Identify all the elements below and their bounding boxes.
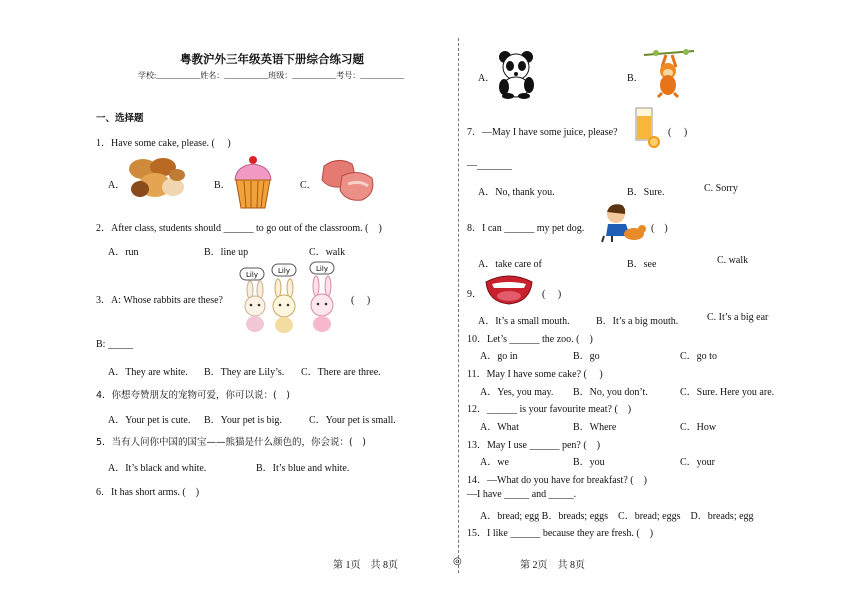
q2-option-b: B．line up <box>204 247 249 258</box>
q3-paren: ( ) <box>351 295 371 306</box>
q12-option-b: B．Where <box>573 422 617 433</box>
q4-option-c: C．Your pet is small. <box>309 415 396 426</box>
q15-stem: 15．I like ______ because they are fresh. ( ) <box>467 528 654 539</box>
rabbits-image <box>236 260 346 334</box>
q12-option-a: A．What <box>480 422 519 433</box>
q8-paren: ( ) <box>651 223 668 234</box>
q7-option-a: A．No, thank you. <box>478 187 555 198</box>
q10-option-b: B．go <box>573 351 600 362</box>
q11-option-a: A．Yes, you may. <box>480 387 554 398</box>
q7-option-c: C. Sorry <box>704 183 738 194</box>
q14-stem: 14．—What do you have for breakfast? ( ) <box>467 475 647 486</box>
q8-option-a: A．take care of <box>478 259 542 270</box>
q10-option-c: C．go to <box>680 351 717 362</box>
footer-page-right: 第 2页 共 8页 <box>520 560 585 571</box>
q9-option-c: C. It’s a big ear <box>707 312 769 323</box>
q3-option-a: A．They are white. <box>108 367 188 378</box>
footer-center-mark: ◎ <box>453 556 462 567</box>
q4-stem: 4．你想夸赞朋友的宠物可爱，你可以说：( ) <box>96 390 290 401</box>
q9-paren: ( ) <box>542 289 562 300</box>
rabbit-tag-2: Lily <box>278 267 290 275</box>
cupcake-image <box>232 154 274 210</box>
section-heading: 一、选择题 <box>96 113 144 124</box>
q13-stem: 13．May I use ______ pen? ( ) <box>467 440 601 451</box>
q5-stem: 5．当有人问你中国的国宝——熊猫是什么颜色的，你会说：( ) <box>96 437 366 448</box>
q9-option-b: B．It’s a big mouth. <box>596 316 679 327</box>
q5-option-a: A．It’s black and white. <box>108 463 207 474</box>
q4-option-b: B．Your pet is big. <box>204 415 282 426</box>
monkey-image <box>642 47 696 99</box>
bread-image <box>125 153 187 205</box>
q14-line2: —I have _____ and _____. <box>467 489 577 500</box>
q9-stem: 9． <box>467 289 482 300</box>
q13-option-b: B．you <box>573 457 605 468</box>
q10-stem: 10．Let’s ______ the zoo. ( ) <box>467 334 593 345</box>
footer-page-left: 第 1页 共 8页 <box>333 560 398 571</box>
q11-option-c: C．Sure. Here you are. <box>680 387 775 398</box>
juice-image <box>632 104 664 150</box>
q11-option-b: B．No, you don’t. <box>573 387 648 398</box>
q7-paren: ( ) <box>668 127 688 138</box>
q13-option-c: C．your <box>680 457 715 468</box>
q8-option-c: C. walk <box>717 255 749 266</box>
q6-option-a: A． <box>478 73 496 84</box>
q7-option-b: B．Sure. <box>627 187 665 198</box>
rabbit-tag-1: Lily <box>246 271 258 279</box>
mouth-image <box>484 270 534 306</box>
q8-option-b: B．see <box>627 259 657 270</box>
q7-stem: 7．—May I have some juice, please? <box>467 127 618 138</box>
q1-option-c: C． <box>300 180 317 191</box>
q2-option-c: C．walk <box>309 247 346 258</box>
q3-answer-line: B: _____ <box>96 339 133 350</box>
q8-stem: 8．I can ______ my pet dog. <box>467 223 585 234</box>
q10-option-a: A．go in <box>480 351 518 362</box>
page-title: 粤教沪外三年级英语下册综合练习题 <box>180 52 364 66</box>
q1-stem: 1．Have some cake, please. ( ) <box>96 138 231 149</box>
rabbit-tag-3: Lily <box>316 265 328 273</box>
q14-options: A．bread; egg B．breads; eggs C．bread; eggs D．breads; egg <box>480 511 754 522</box>
q2-option-a: A．run <box>108 247 139 258</box>
meat-image <box>318 156 378 204</box>
q1-option-a: A． <box>108 180 126 191</box>
page-divider <box>458 38 459 573</box>
q13-option-a: A．we <box>480 457 509 468</box>
q6-stem: 6．It has short arms. ( ) <box>96 487 200 498</box>
q12-stem: 12．______ is your favourite meat? ( ) <box>467 404 632 415</box>
q4-option-a: A．Your pet is cute. <box>108 415 191 426</box>
q3-stem: 3．A: Whose rabbits are these? <box>96 295 223 306</box>
q2-stem: 2．After class, students should ______ to go out of the classroom. ( ) <box>96 223 382 234</box>
student-info-line: 学校:___________姓名：___________班级：___________考号：___________ <box>138 71 405 80</box>
q11-stem: 11．May I have some cake? ( ) <box>467 369 603 380</box>
q5-option-b: B．It’s blue and white. <box>256 463 350 474</box>
q6-option-b: B． <box>627 73 644 84</box>
q3-option-b: B．They are Lily’s. <box>204 367 285 378</box>
q12-option-c: C．How <box>680 422 717 433</box>
panda-image <box>494 49 540 99</box>
boy-with-dog-image <box>598 202 646 244</box>
q1-option-b: B． <box>214 180 231 191</box>
q3-option-c: C．There are three. <box>301 367 381 378</box>
q7-answer-line: —_______ <box>467 160 512 171</box>
q9-option-a: A．It’s a small mouth. <box>478 316 570 327</box>
